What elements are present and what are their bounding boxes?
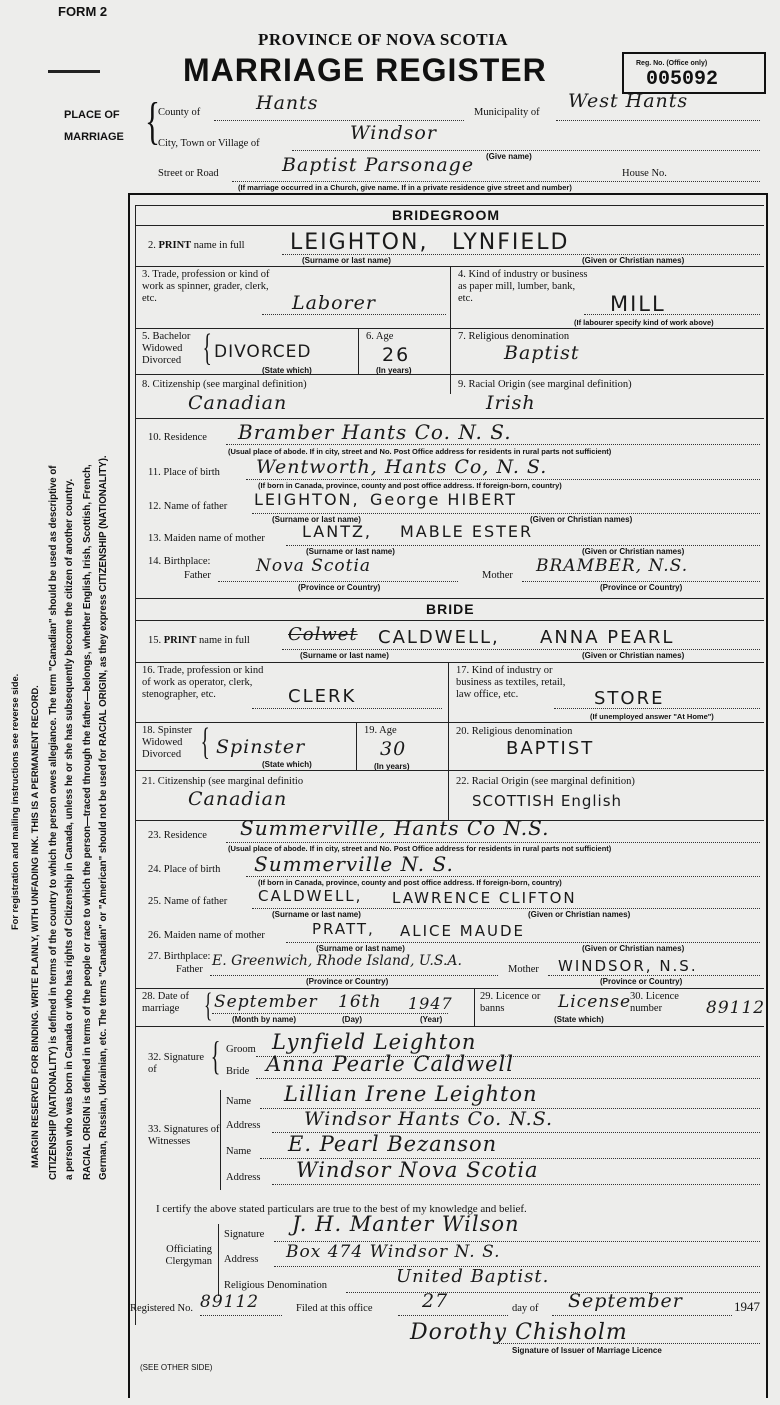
bride-state-which: (State which): [262, 760, 312, 769]
place-brace: {: [144, 93, 160, 150]
county-value: Hants: [256, 92, 319, 114]
municipality-line: [556, 120, 760, 121]
bride-father-surname: CALDWELL,: [258, 887, 363, 905]
bride-name-label-print: PRINT: [163, 635, 197, 646]
groom-sig-label: Groom: [226, 1044, 256, 1055]
registered-label: Registered No.: [130, 1303, 193, 1314]
marriage-month: September: [214, 992, 318, 1012]
marriage-date-label: 28. Date of marriage: [142, 991, 189, 1014]
groom-age-label: 6. Age: [366, 331, 394, 342]
groom-birthplace-label: 11. Place of birth: [148, 467, 220, 478]
margin-binding-notice: MARGIN RESERVED FOR BINDING. WRITE PLAINLY, WITH UNFADING INK. THIS IS A PERMANENT RECORD.: [30, 685, 40, 1168]
bride-father-given-note: (Given or Christian names): [528, 910, 631, 919]
bride-mother-word: Mother: [508, 964, 539, 975]
bride-father-province-note: (Province or Country): [306, 977, 389, 986]
bride-in-years: (In years): [374, 762, 410, 771]
filed-month: September: [568, 1290, 683, 1312]
see-other-side: (SEE OTHER SIDE): [140, 1363, 213, 1372]
clergy-address-label: Address: [224, 1254, 259, 1265]
registration-stamp-box: [622, 52, 766, 94]
groom-mother-surname: LANTZ,: [302, 522, 373, 541]
bride-trade: CLERK: [288, 686, 357, 707]
marriage-month-note: (Month by name): [232, 1015, 296, 1024]
bride-racial: SCOTTISH English: [472, 792, 623, 810]
bride-religion-label: 20. Religious denomination: [456, 726, 573, 737]
filed-day: 27: [422, 1290, 449, 1312]
municipality-value: West Hants: [568, 90, 689, 112]
groom-trade: Laborer: [292, 292, 376, 314]
registration-stamp-number: 005092: [646, 68, 719, 91]
bride-trade-label: 16. Trade, profession or kind of work as operator, clerk, stenographer, etc.: [142, 665, 264, 700]
groom-religion: Baptist: [504, 342, 580, 364]
groom-father-province-note: (Province or Country): [298, 583, 381, 592]
bride-father-word: Father: [176, 964, 203, 975]
witness2-address-label: Address: [226, 1172, 261, 1183]
groom-father-birthplace: Nova Scotia: [256, 556, 372, 576]
witness2-name: E. Pearl Bezanson: [288, 1132, 498, 1156]
margin-instructions: For registration and mailing instructions see reverse side.: [10, 673, 20, 930]
street-line: [232, 181, 760, 182]
bride-father-surname-note: (Surname or last name): [272, 910, 361, 919]
groom-given-note: (Given or Christian names): [582, 256, 685, 265]
licence-type: License: [558, 992, 632, 1012]
groom-mother-province-note: (Province or Country): [600, 583, 683, 592]
bride-mother-label: 26. Maiden name of mother: [148, 930, 265, 941]
groom-father-surname-note: (Surname or last name): [272, 515, 361, 524]
bride-birthplace-label: 24. Place of birth: [148, 864, 221, 875]
bride-mother-surname-note: (Surname or last name): [316, 944, 405, 953]
witness1-name-label: Name: [226, 1096, 252, 1107]
bride-citizenship-label: 21. Citizenship (see marginal definitio: [142, 776, 304, 787]
clergy-denomination-label: Religious Denomination: [224, 1280, 327, 1291]
bride-father-given: LAWRENCE CLIFTON: [392, 889, 577, 907]
bride-name-label-num: 15.: [148, 635, 162, 646]
bride-industry-label: 17. Kind of industry or business as textiles, retail, law office, etc.: [456, 665, 566, 700]
bride-birthplace-note: (If born in Canada, province, county and post office address. If foreign-born, country): [258, 878, 562, 887]
filed-year: 1947: [734, 1299, 760, 1314]
groom-surname: LEIGHTON,: [290, 230, 429, 255]
bride-given: ANNA PEARL: [540, 627, 675, 648]
place-heading-1: PLACE OF: [64, 109, 120, 121]
clergy-label: Officiating Clergyman: [165, 1244, 212, 1267]
licence-number: 89112: [706, 998, 766, 1018]
groom-birthplace: Wentworth, Hants Co, N. S.: [256, 456, 548, 478]
licence-label: 29. Licence or banns: [480, 991, 541, 1014]
groom-father-word: Father: [184, 570, 211, 581]
witness1-address-label: Address: [226, 1120, 261, 1131]
margin-racial-def-2: German, Russian, Ukrainian, etc. The terms "Canadian" or "American" should not be used for RACIAL ORIGIN, as they express CITIZENSHIP (NATIONALITY).: [98, 455, 109, 1180]
groom-mother-given-note: (Given or Christian names): [582, 547, 685, 556]
issuer-label: Signature of Issuer of Marriage Licence: [512, 1346, 662, 1355]
groom-industry: MILL: [610, 292, 666, 316]
header-rule: [48, 70, 100, 73]
groom-father-label: 12. Name of father: [148, 501, 228, 512]
municipality-label: Municipality of: [474, 107, 540, 118]
licence-number-label: 30. Licence number: [630, 991, 679, 1014]
margin-citizenship-def-1: CITIZENSHIP (NATIONALITY) is defined in terms of the country to which the person owes allegiance. The term "Canadian" should be used as descriptive of: [48, 465, 59, 1180]
marriage-year-note: (Year): [420, 1015, 443, 1024]
clergy-address: Box 474 Windsor N. S.: [286, 1242, 501, 1262]
bride-residence-label: 23. Residence: [148, 830, 207, 841]
bride-status: Spinster: [216, 736, 306, 758]
bride-father-birthplace: E. Greenwich, Rhode Island, U.S.A.: [212, 953, 462, 969]
bride-parents-birthplace-label: 27. Birthplace:: [148, 951, 211, 962]
registered-number: 89112: [200, 1292, 260, 1312]
registration-stamp-label: Reg. No. (Office only): [636, 60, 708, 67]
clergy-signature-label: Signature: [224, 1229, 265, 1240]
bride-birthplace: Summerville N. S.: [254, 852, 454, 876]
groom-residence-label: 10. Residence: [148, 432, 207, 443]
groom-given: LYNFIELD: [452, 230, 570, 255]
margin-racial-def-1: RACIAL ORIGIN is defined in terms of the people or race to which the person—traced through the father—belongs, whether English, Irish, Scottish, French,: [82, 464, 93, 1180]
groom-birthplace-note: (If born in Canada, province, county and post office address. If foreign-born, country): [258, 481, 562, 490]
bride-age: 30: [380, 738, 407, 760]
groom-name-label: [148, 240, 245, 252]
groom-top-rule: [135, 205, 764, 206]
groom-father-surname: LEIGHTON,: [254, 490, 360, 509]
groom-age: 26: [382, 344, 411, 366]
groom-heading: BRIDEGROOM: [392, 207, 500, 223]
bride-signature: Anna Pearle Caldwell: [266, 1052, 514, 1076]
province-title: PROVINCE OF NOVA SCOTIA: [258, 30, 509, 49]
bride-status-label: 18. Spinster Widowed Divorced: [142, 725, 193, 760]
groom-father-given-note: (Given or Christian names): [530, 515, 633, 524]
bride-status-brace: {: [200, 721, 210, 763]
groom-residence: Bramber Hants Co. N. S.: [238, 420, 512, 444]
groom-industry-label: 4. Kind of industry or business as paper mill, lumber, bank, etc.: [458, 269, 588, 304]
groom-racial: Irish: [486, 392, 536, 414]
bride-mother-given-note: (Given or Christian names): [582, 944, 685, 953]
bride-father-label: 25. Name of father: [148, 896, 228, 907]
county-line: [214, 120, 464, 121]
bride-residence: Summerville, Hants Co N.S.: [240, 816, 550, 840]
house-label: House No.: [622, 168, 667, 179]
groom-father-given: George HIBERT: [370, 490, 517, 509]
give-name-note: (Give name): [486, 152, 532, 161]
bride-citizenship: Canadian: [188, 788, 288, 810]
place-heading-2: MARRIAGE: [64, 131, 124, 143]
groom-parents-birthplace-label: 14. Birthplace:: [148, 556, 211, 567]
groom-mother-label: 13. Maiden name of mother: [148, 533, 265, 544]
street-value: Baptist Parsonage: [282, 154, 475, 176]
witness1-address: Windsor Hants Co. N.S.: [304, 1108, 554, 1130]
groom-surname-note: (Surname or last name): [302, 256, 391, 265]
bride-mother-surname: PRATT,: [312, 920, 375, 938]
groom-mother-word: Mother: [482, 570, 513, 581]
groom-trade-label: 3. Trade, profession or kind of work as spinner, grader, clerk, etc.: [142, 269, 270, 304]
bride-mother-province-note: (Province or Country): [600, 977, 683, 986]
signature-of-label: 32. Signature of: [148, 1052, 204, 1075]
place-heading: [64, 104, 124, 148]
form-inner-left: [135, 205, 136, 1325]
groom-name-label-print: PRINT: [158, 240, 192, 251]
city-value: Windsor: [350, 122, 437, 144]
groom-religion-label: 7. Religious denomination: [458, 331, 570, 342]
groom-residence-note: (Usual place of abode. If in city, street and No. Post Office address for residents in rural parts not sufficient): [228, 447, 612, 456]
page-title: MARRIAGE REGISTER: [183, 52, 547, 88]
bride-name-label-text: name in full: [199, 635, 250, 646]
marriage-day: 16th: [338, 992, 382, 1012]
groom-status: DIVORCED: [214, 342, 312, 362]
groom-in-years: (In years): [376, 366, 412, 375]
witnesses-label: 33. Signatures of Witnesses: [148, 1124, 220, 1147]
marriage-day-note: (Day): [342, 1015, 363, 1024]
witness2-address: Windsor Nova Scotia: [296, 1158, 539, 1182]
bride-surname: CALDWELL,: [378, 627, 500, 648]
certify-statement: I certify the above stated particulars are true to the best of my knowledge and belief.: [156, 1203, 527, 1215]
bride-sig-label: Bride: [226, 1066, 250, 1077]
filed-label: Filed at this office: [296, 1303, 373, 1314]
day-of-label: day of: [512, 1303, 539, 1314]
bride-industry-note: (If unemployed answer "At Home"): [590, 712, 714, 721]
bride-religion: BAPTIST: [506, 738, 595, 759]
groom-status-brace: {: [202, 327, 212, 369]
form-number: FORM 2: [58, 4, 108, 19]
city-line: [292, 150, 760, 151]
bride-age-label: 19. Age: [364, 725, 397, 736]
groom-name-label-text: name in full: [193, 240, 245, 251]
groom-state-which: (State which): [262, 366, 312, 375]
clergy-denomination: United Baptist.: [396, 1266, 550, 1287]
groom-mother-birthplace: BRAMBER, N.S.: [536, 556, 689, 576]
bride-industry: STORE: [594, 688, 665, 709]
bride-mother-given: ALICE MAUDE: [400, 922, 525, 940]
bride-surname-note: (Surname or last name): [300, 651, 389, 660]
licence-note: (State which): [554, 1015, 604, 1024]
bride-struck-name: Colwet: [288, 624, 358, 645]
groom-mother-surname-note: (Surname or last name): [306, 547, 395, 556]
groom-mother-given: MABLE ESTER: [400, 522, 534, 541]
issuer-signature: Dorothy Chisholm: [410, 1320, 628, 1345]
groom-signature: Lynfield Leighton: [272, 1030, 477, 1054]
witness2-name-label: Name: [226, 1146, 252, 1157]
margin-citizenship-def-2: a person who was born in Canada or who has rights of Citizenship in Canada, unless he or she has subsequently become the citizen of another country.: [64, 478, 75, 1180]
county-label: County of: [158, 107, 201, 118]
witness1-name: Lillian Irene Leighton: [284, 1082, 538, 1106]
bride-name-label: [148, 635, 250, 647]
marriage-year: 1947: [408, 994, 453, 1013]
groom-status-label: 5. Bachelor Widowed Divorced: [142, 331, 191, 366]
bride-mother-birthplace: WINDSOR, N.S.: [558, 957, 698, 975]
groom-racial-label: 9. Racial Origin (see marginal definition): [458, 379, 632, 390]
bride-given-note: (Given or Christian names): [582, 651, 685, 660]
street-label: Street or Road: [158, 168, 219, 179]
bride-racial-label: 22. Racial Origin (see marginal definition): [456, 776, 635, 787]
street-note: (If marriage occurred in a Church, give name. If in a private residence give street and number): [238, 183, 572, 192]
clergy-signature: J. H. Manter Wilson: [292, 1212, 520, 1236]
bride-residence-note: (Usual place of abode. If in city, street and No. Post Office address for residents in rural parts not sufficient): [228, 844, 612, 853]
bride-heading: BRIDE: [426, 601, 475, 617]
city-label: City, Town or Village of: [158, 138, 260, 149]
groom-citizenship: Canadian: [188, 392, 288, 414]
groom-name-label-num: 2.: [148, 240, 156, 251]
groom-citizenship-label: 8. Citizenship (see marginal definition): [142, 379, 307, 390]
groom-industry-note: (If labourer specify kind of work above): [574, 318, 714, 327]
